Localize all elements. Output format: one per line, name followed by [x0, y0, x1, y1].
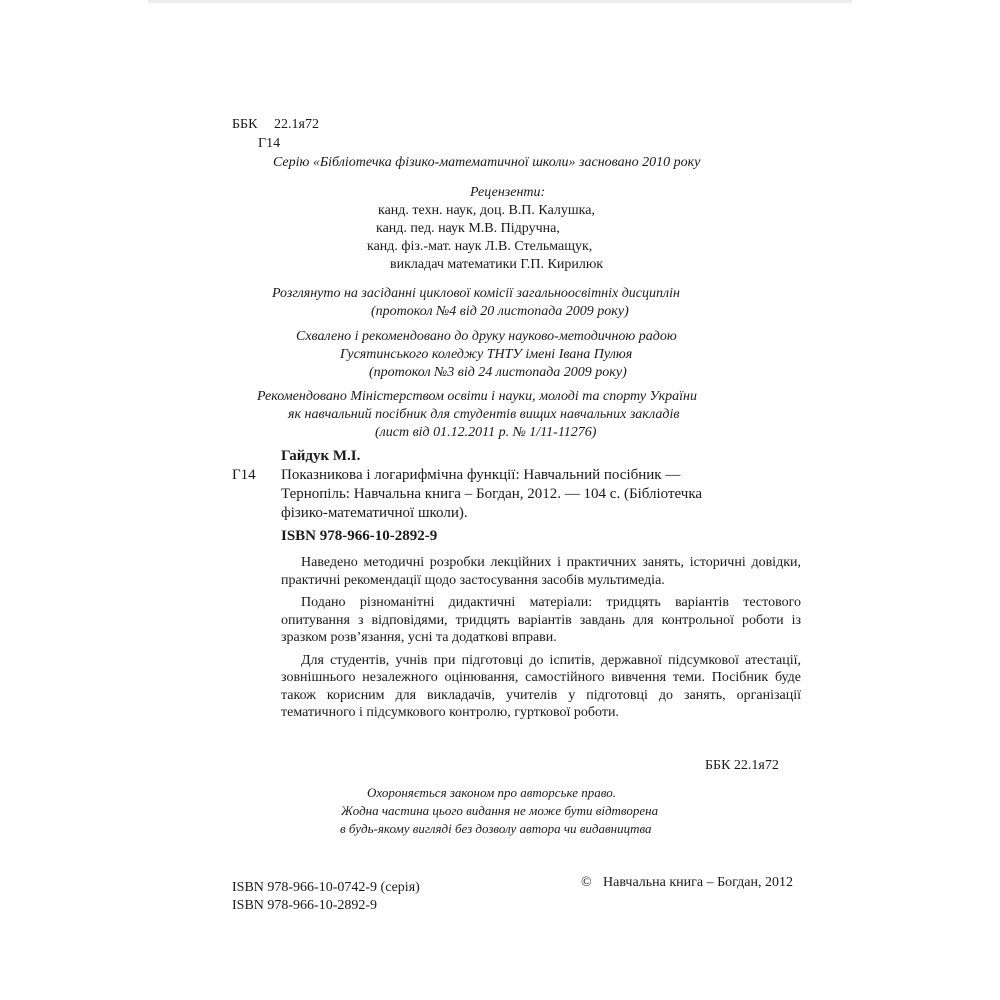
ministry-line-3: (лист від 01.12.2011 р. № 1/11-11276) — [375, 425, 597, 440]
ministry-line-2: як навчальний посібник для студентів вищих навчальних закладів — [288, 407, 680, 422]
copyright-holder: Навчальна книга – Богдан, 2012 — [603, 875, 794, 890]
copyright-notice-3: в будь-якому вигляді без дозволу автора чи видавництва — [340, 821, 652, 836]
isbn-book: ISBN 978-966-10-2892-9 — [232, 898, 378, 913]
reviewer-4: викладач математики Г.П. Кирилюк — [390, 257, 604, 272]
catalog-description-3: фізико-математичної школи). — [281, 505, 468, 521]
catalog-description-1: Показникова і логарифмічна функції: Навчальний посібник — — [281, 467, 681, 483]
top-border — [148, 0, 852, 3]
copyright-symbol: © — [581, 875, 592, 890]
copyright-notice-2: Жодна частина цього видання не може бути відтворена — [341, 803, 659, 818]
annotation — [281, 554, 801, 722]
reviewer-2: канд. пед. наук М.В. Підручна, — [376, 221, 560, 236]
catalog-description-2: Тернопіль: Навчальна книга – Богдан, 2012. — 104 с. (Бібліотечка — [281, 486, 703, 502]
reviewers-title: Рецензенти: — [470, 185, 546, 200]
isbn-series: ISBN 978-966-10-0742-9 (серія) — [232, 880, 420, 895]
author-mark: Г14 — [258, 136, 281, 151]
council-line-3: (протокол №3 від 24 листопада 2009 року) — [369, 365, 627, 380]
reviewer-1: канд. техн. наук, доц. В.П. Калушка, — [378, 203, 595, 218]
annotation-paragraph-3: Для студентів, учнів при підготовці до іспитів, державної підсумкової атестації, зовнішнього незалежного оцінювання, самостійного вивчення теми. Посібник буде також корисним для викладачів, учителів у підготовці до занять, організації тематичного і підсумкового контролю, гурткової роботи. — [281, 652, 801, 720]
bbk-code: 22.1я72 — [274, 117, 319, 132]
copyright-notice-1: Охороняється законом про авторське право. — [367, 785, 616, 800]
reviewer-3: канд. фіз.-мат. наук Л.В. Стельмащук, — [367, 239, 593, 254]
catalog-isbn: ISBN 978-966-10-2892-9 — [281, 528, 438, 544]
series-note: Серію «Бібліотечка фізико-математичної школи» засновано 2010 року — [273, 155, 701, 170]
ministry-line-1: Рекомендовано Міністерством освіти і науки, молоді та спорту України — [257, 389, 697, 404]
catalog-mark: Г14 — [232, 467, 256, 483]
council-line-2: Гусятинського коледжу ТНТУ імені Івана Пулюя — [340, 347, 633, 362]
annotation-bbk: ББК 22.1я72 — [705, 758, 779, 773]
council-line-1: Схвалено і рекомендовано до друку науково-методичною радою — [296, 329, 677, 344]
annotation-paragraph-1: Наведено методичні розробки лекційних і практичних занять, історичні довідки, практичні рекомендації щодо застосування засобів мультимедіа. — [281, 555, 801, 588]
catalog-author: Гайдук М.І. — [281, 448, 361, 464]
annotation-paragraph-2: Подано різноманітні дидактичні матеріали: тридцять варіантів тестового опитування з відповідями, тридцять варіантів завдань для контрольної роботи із зразком розв’язання, усні та додаткові вправи. — [281, 595, 801, 645]
commission-line-2: (протокол №4 від 20 листопада 2009 року) — [371, 304, 629, 319]
bbk-label: ББК — [232, 117, 258, 132]
commission-line-1: Розглянуто на засіданні циклової комісії загальноосвітніх дисциплін — [272, 286, 680, 301]
